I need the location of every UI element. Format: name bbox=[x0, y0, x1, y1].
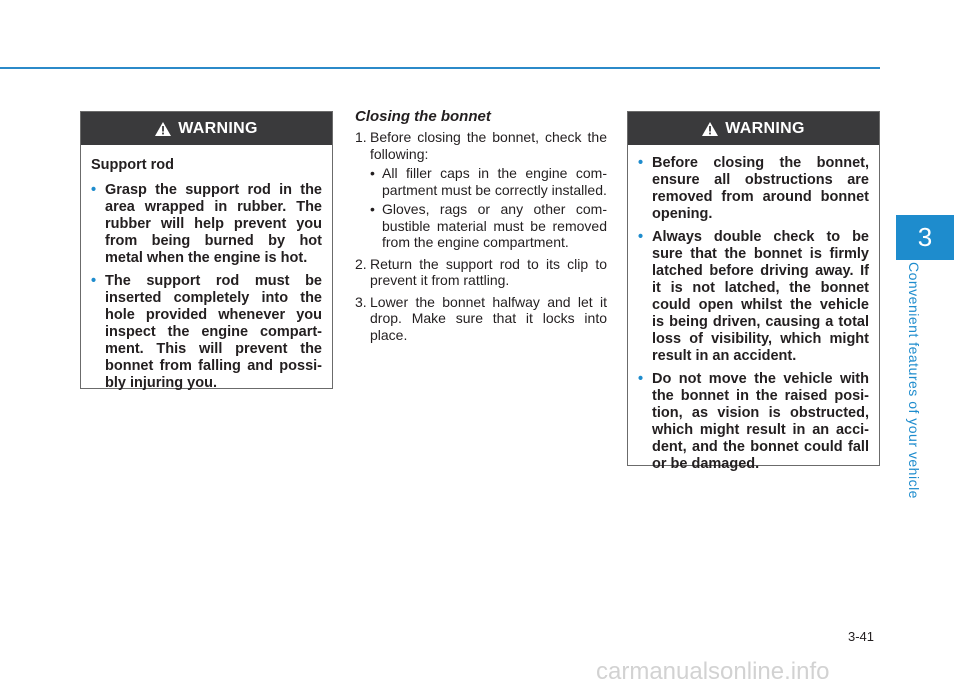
warning-item: • Always double check to be sure that the bonnet is firmly latched before driving away. If it is not latched, the bonnet could open whilst the vehicle is being driven, causing a total loss of visibility, which might result in an accident. bbox=[638, 229, 869, 364]
step-number: 3. bbox=[355, 293, 367, 310]
bonnet-closing-warning-box bbox=[627, 111, 880, 472]
warning-header bbox=[628, 112, 879, 145]
bullet-dot: • bbox=[638, 229, 644, 245]
warning-item: • The support rod must be inserted completely into the hole provided whenever you inspect the engine compart-ment. This will prevent the bonnet from falling and possi-bly injuring you. bbox=[91, 273, 322, 391]
step-subitem: • Gloves, rags or any other com-bustible material must be removed from the engine compartment. bbox=[370, 201, 607, 250]
step-number: 2. bbox=[355, 255, 367, 272]
step-2 bbox=[355, 256, 607, 289]
step-number: 1. bbox=[355, 129, 367, 145]
support-rod-warning-box bbox=[80, 111, 333, 389]
warning-header-label: WARNING bbox=[725, 119, 805, 137]
section-heading: Closing the bonnet bbox=[355, 108, 491, 125]
step-subitem: • All filler caps in the engine com-partment must be correctly installed. bbox=[370, 165, 607, 198]
step-text: Return the support rod to its clip to prevent it from rattling. bbox=[370, 255, 607, 288]
step-text: Lower the bonnet halfway and let it drop. Make sure that it locks into place. bbox=[370, 293, 607, 343]
watermark: carmanualsonline.info bbox=[596, 658, 830, 685]
bullet-dot: • bbox=[638, 371, 644, 387]
chapter-caption: Convenient features of your vehicle bbox=[906, 262, 922, 499]
top-rule bbox=[0, 67, 880, 69]
chapter-tab[interactable]: 3 bbox=[896, 215, 954, 260]
step-text: Before closing the bonnet, check the following: bbox=[370, 129, 607, 162]
bullet-dot: • bbox=[91, 273, 97, 289]
warning-triangle-icon bbox=[155, 122, 171, 136]
step-3 bbox=[355, 294, 607, 344]
warning-item: • Grasp the support rod in the area wrapped in rubber. The rubber will help prevent you from being burned by hot metal when the engine is hot. bbox=[91, 182, 322, 266]
warning-triangle-icon bbox=[702, 122, 718, 136]
warning-item: • Do not move the vehicle with the bonnet in the raised posi-tion, as vision is obstructed, which might result in an acci-dent, and the bonnet could fall or be damaged. bbox=[638, 371, 869, 472]
page-number: 3-41 bbox=[848, 629, 875, 644]
closing-bonnet-section bbox=[355, 108, 607, 348]
bullet-dot: • bbox=[638, 155, 644, 171]
warning-item: • Before closing the bonnet, ensure all obstructions are removed from around bonnet opening. bbox=[638, 155, 869, 222]
warning-header-label: WARNING bbox=[178, 119, 258, 137]
bullet-dot: • bbox=[91, 182, 97, 198]
warning-header bbox=[81, 112, 332, 145]
warning-title: Support rod bbox=[91, 157, 174, 173]
step-1 bbox=[355, 129, 607, 251]
